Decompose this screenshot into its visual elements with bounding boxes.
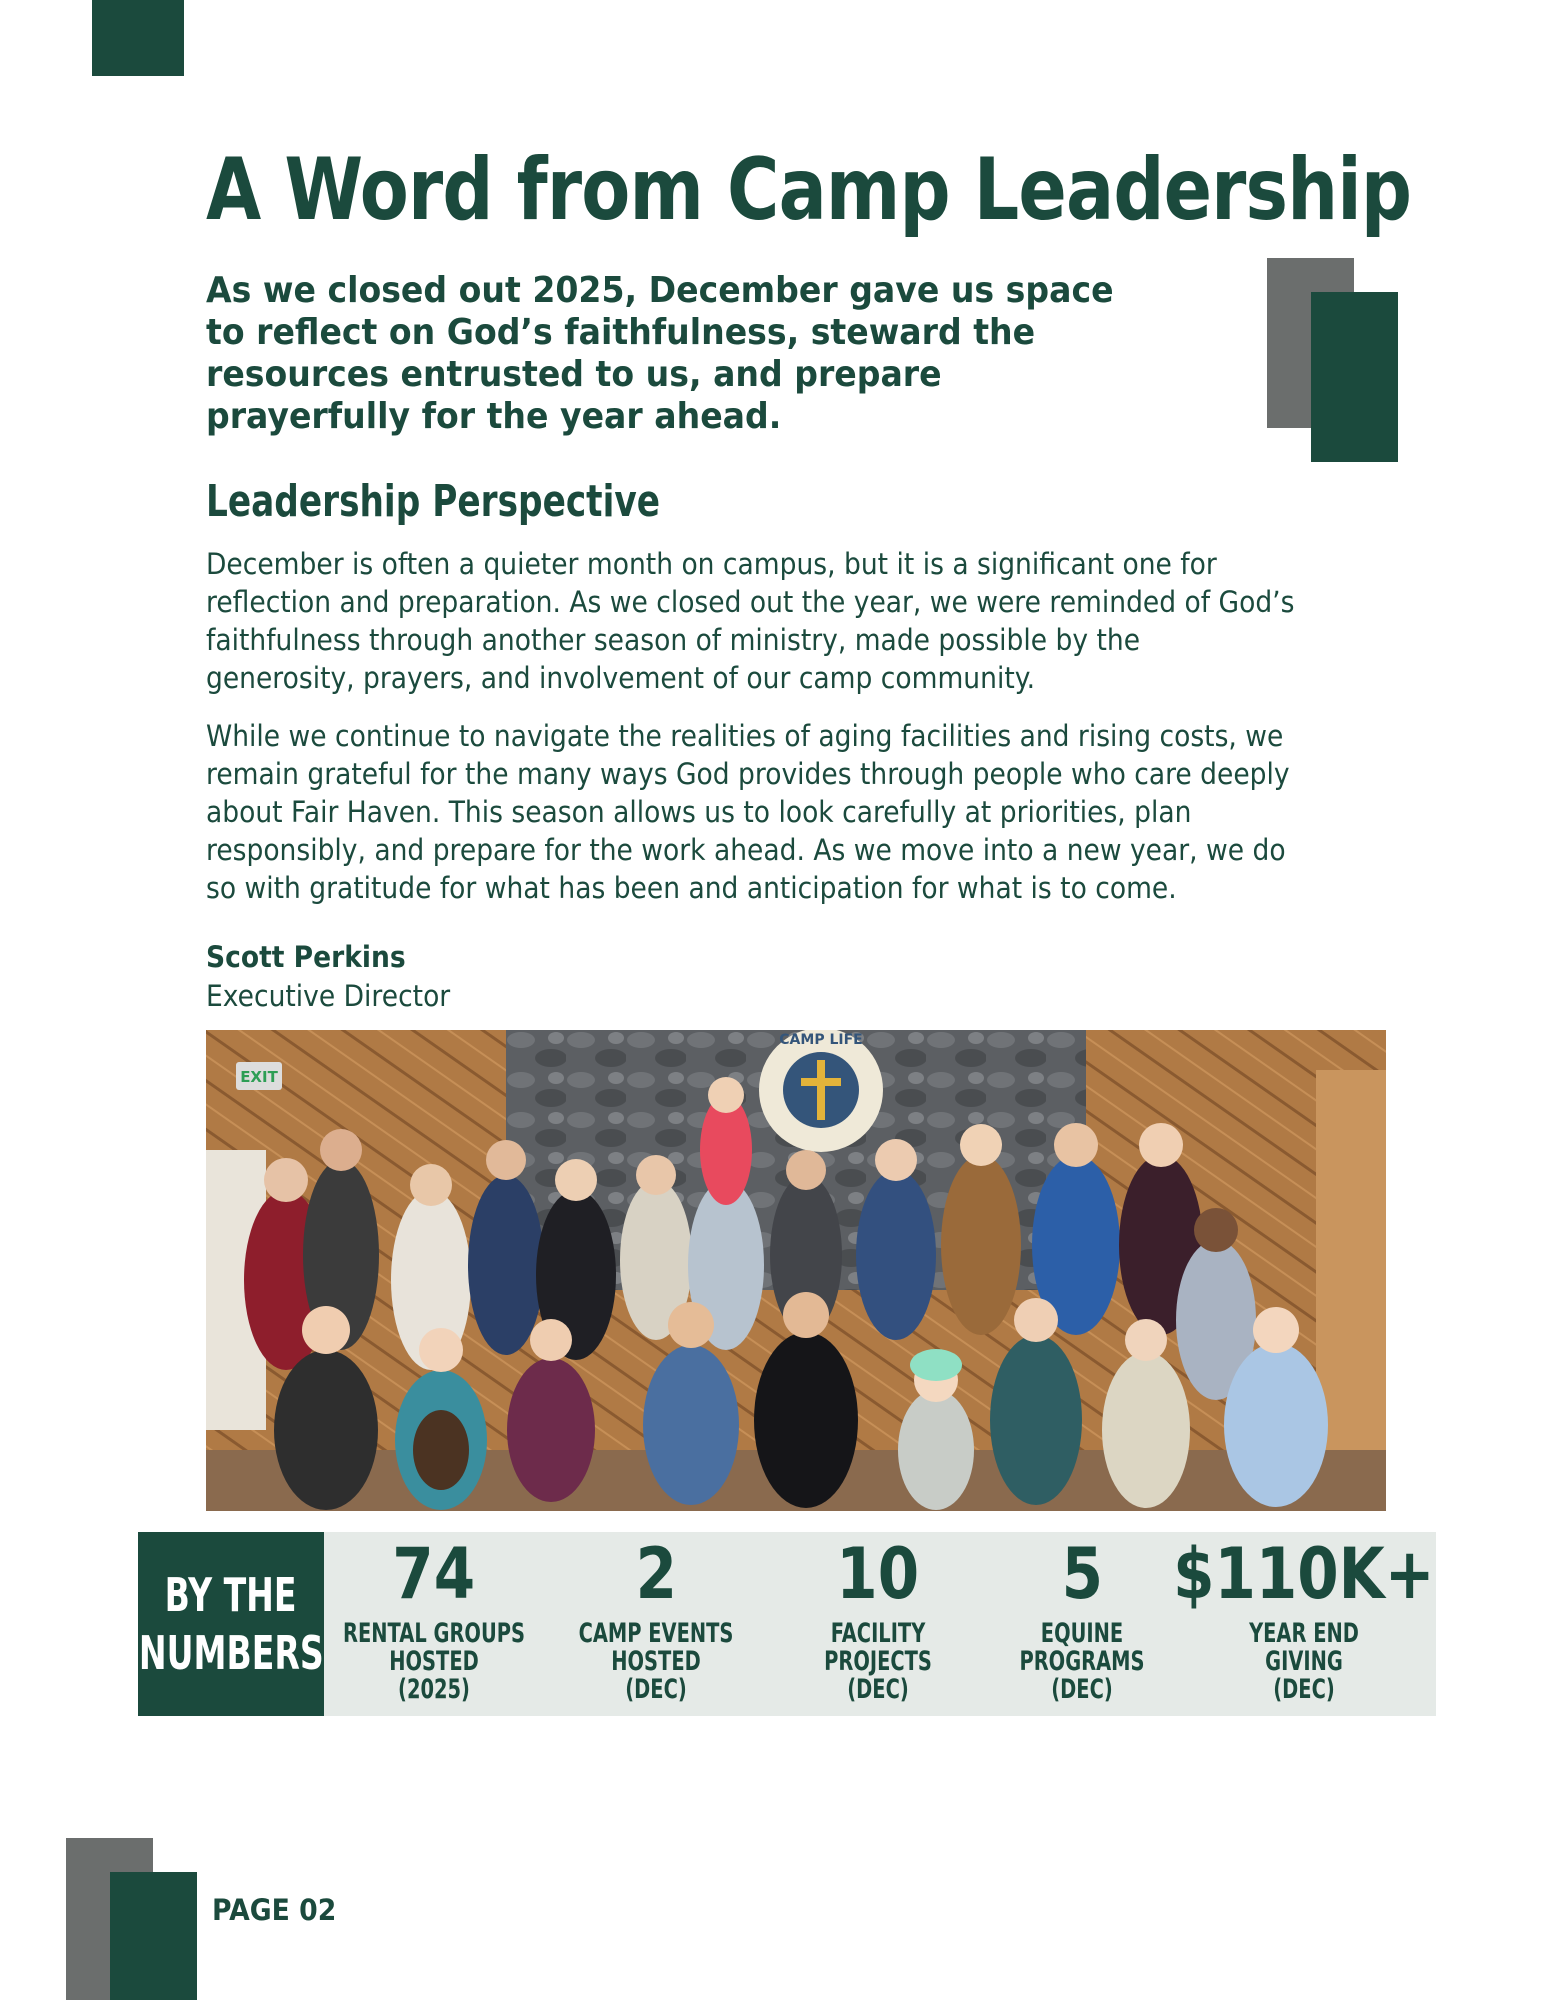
top-corner-block: [92, 0, 184, 76]
stat-label: YEAR END GIVING (DEC): [1249, 1618, 1359, 1705]
footer-green-block: [110, 1872, 197, 2000]
stat-equine-programs: [972, 1532, 1192, 1716]
section-heading: Leadership Perspective: [206, 476, 661, 527]
signature-name: Scott Perkins: [206, 940, 406, 974]
stat-value: 2: [635, 1533, 677, 1615]
stat-value: 74: [392, 1533, 476, 1615]
intro-text: As we closed out 2025, December gave us space to reflect on God’s faithfulness, steward the resources entrusted to us, and prepare prayerfully for the year ahead.: [206, 270, 1114, 437]
right-green-block: [1311, 292, 1398, 462]
group-photo-illustration: [206, 1030, 1386, 1511]
stat-label: EQUINE PROGRAMS (DEC): [1019, 1618, 1145, 1705]
group-photo: [206, 1030, 1386, 1511]
stat-label: RENTAL GROUPS HOSTED (2025): [343, 1618, 525, 1705]
paragraph-2: While we continue to navigate the realities of aging facilities and rising costs, we remain grateful for the many ways God provides through people who care deeply about Fair Haven. This season allows us to look carefully at priorities, plan responsibly, and prepare for the work ahead. As we move into a new year, we do so with gratitude for what has been and anticipation for what is to come.: [206, 719, 1290, 905]
heading-line-1: BY THE: [165, 1568, 297, 1622]
by-the-numbers-heading: [138, 1532, 324, 1716]
page-title: A Word from Camp Leadership: [206, 140, 1412, 240]
paragraph-1: December is often a quieter month on campus, but it is a significant one for reflection and preparation. As we closed out the year, we were reminded of God’s faithfulness through another season of ministry, made possible by the generosity, prayers, and involvement of our camp community.: [206, 547, 1295, 695]
stat-label: CAMP EVENTS HOSTED (DEC): [578, 1618, 734, 1705]
exit-sign-text: EXIT: [240, 1068, 278, 1086]
stat-value: 10: [836, 1533, 920, 1615]
stat-camp-events: [546, 1532, 766, 1716]
stat-rental-groups: [324, 1532, 544, 1716]
stat-label: FACILITY PROJECTS (DEC): [824, 1618, 932, 1705]
signature-role: Executive Director: [206, 979, 451, 1013]
camp-emblem-text: CAMP LIFE: [779, 1032, 863, 1048]
heading-line-2: NUMBERS: [138, 1626, 324, 1680]
stat-facility-projects: [768, 1532, 988, 1716]
stat-value: $110K+: [1173, 1533, 1435, 1615]
stat-value: 5: [1061, 1533, 1103, 1615]
by-the-numbers-panel: [138, 1532, 1436, 1716]
stat-year-end-giving: [1173, 1532, 1435, 1716]
page-number: PAGE 02: [212, 1893, 337, 1927]
